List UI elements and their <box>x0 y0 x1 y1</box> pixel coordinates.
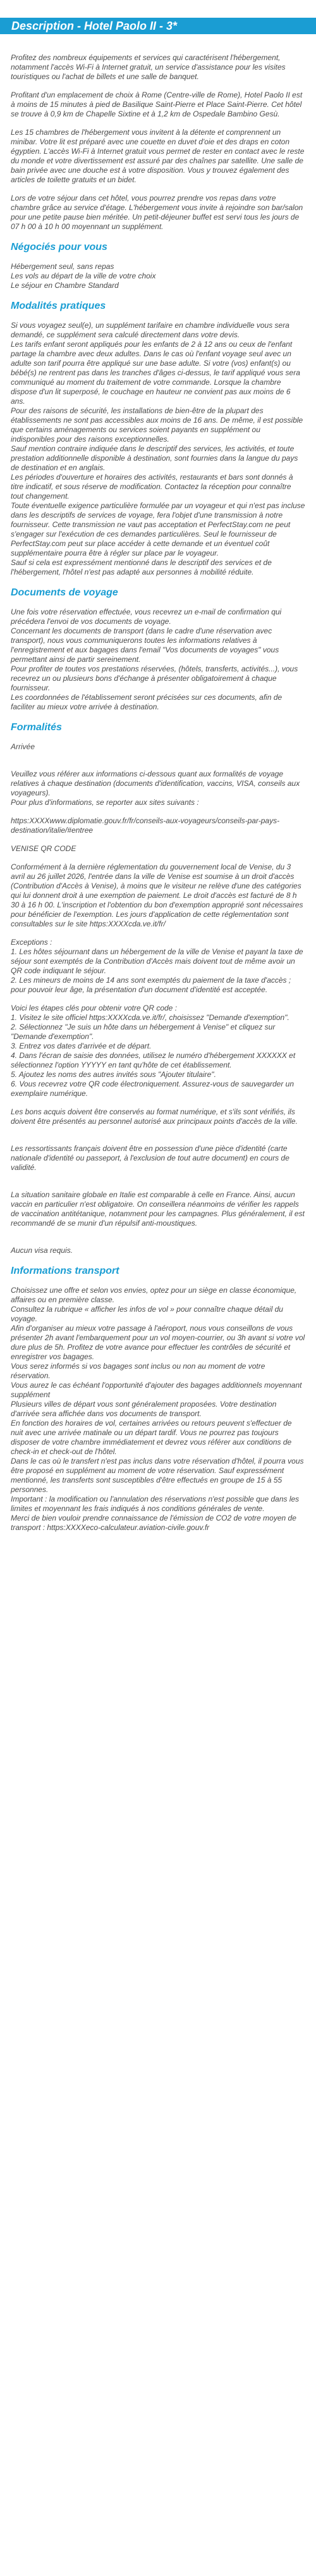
text-line: Sauf si cela est expressément mentionné dans le descriptif des services et de l'hébergement, l'hôtel n'est pas adapté aux personnes à mobilité réduite. <box>11 558 272 576</box>
text-line: Vous serez informés si vos bagages sont inclus ou non au moment de votre réservation. <box>11 1362 265 1380</box>
list-item: 2. Les mineurs de moins de 14 ans sont exemptés du paiement de la taxe d'accès ; pour pouvoir leur âge, la présentation d'un document d'identité est acceptée. <box>11 976 291 994</box>
steps-title: Voici les étapes clés pour obtenir votre QR code : <box>11 1004 178 1012</box>
closing-paragraph: Les bons acquis doivent être conservés au format numérique, et s'ils sont vérifiés, ils doivent être présentés au personnel autorisé aux principaux points d'accès de la ville. <box>11 1107 298 1126</box>
text-line: Choisissez une offre et selon vos envies, optez pour un siège en classe économique, affaires ou en première classe. <box>11 1286 297 1304</box>
spacer <box>11 1135 305 1144</box>
text-line: Vous aurez le cas échéant l'opportunité d'ajouter des bagages additionnels moyennant supplément <box>11 1381 302 1399</box>
text-line: Plusieurs villes de départ vous sont généralement proposées. Votre destination d'arrivée sera affichée dans vos documents de transport. <box>11 1400 277 1418</box>
modalites-section <box>11 301 305 577</box>
text-line: Important : la modification ou l'annulation des réservations n'est possible que dans les limites et moyennant les frais indiqués à nos conditions générales de vente. <box>11 1495 300 1513</box>
negocies-list <box>11 262 305 290</box>
qr-title: VENISE QR CODE <box>11 844 76 853</box>
text-line: Pour profiter de toutes vos prestations réservées, (hôtels, transferts, activités...), vous recevrez un ou plusieurs bons d'échange à présenter obligatoirement à chaque fournisseur. <box>11 664 298 692</box>
text-line: Pour plus d'informations, se reporter aux sites suivants : <box>11 798 199 807</box>
text-line: Une fois votre réservation effectuée, vous recevrez un e-mail de confirmation qui précédera l'envoi de vos documents de voyage. <box>11 607 282 626</box>
text-line: En fonction des horaires de vol, certaines arrivées ou retours peuvent s'effectuer de nuit avec une arrivée matinale ou un départ tardif. Vous ne pourrez pas toujours disposer de votre chambre immédiatement et devrez vous référer aux conditions de check-in et check-out de l'hôtel. <box>11 1419 292 1456</box>
spacer <box>11 1181 305 1190</box>
text-line: Les coordonnées de l'établissement seront précisées sur ces documents, afin de faciliter au mieux votre arrivée à destination. <box>11 693 283 711</box>
list-item: 6. Vous recevrez votre QR code électroniquement. Assurez-vous de sauvegarder un exemplaire numérique. <box>11 1080 295 1098</box>
text-line: Sauf mention contraire indiquée dans le descriptif des services, les activités, et toute prestation additionnelle disponible à destination, sont fournies dans la langue du pays de destination et en anglais. <box>11 444 298 472</box>
documents-section <box>11 587 305 712</box>
description-section <box>11 53 305 232</box>
page-title: Description - Hotel Paolo II - 3* <box>0 18 316 34</box>
closing-paragraph: Les ressortissants français doivent être en possession d'une pièce d'identité (carte nationale d'identité ou passeport, à l'exclusion de tout autre document) en cours de validité. <box>11 1144 289 1172</box>
steps-list <box>11 1004 305 1098</box>
list-item: 5. Ajoutez les noms des autres invités sous "Ajouter titulaire". <box>11 1070 216 1079</box>
negocies-section <box>11 242 305 290</box>
documents-heading: Documents de voyage <box>11 587 118 598</box>
text-line: Merci de bien vouloir prendre connaissance de l'émission de CO2 de votre moyen de transport : https:XXXXeco-calculateur.aviation-civile.gouv.fr <box>11 1514 296 1532</box>
list-item: 1. Les hôtes séjournant dans un hébergement de la ville de Venise et payant la taxe de séjour sont exemptés de la Contribution d'Accès mais doivent tout de même avoir un QR code indiquant le séjour. <box>11 947 303 975</box>
arrivee-label: Arrivée <box>11 742 35 751</box>
list-item: Hébergement seul, sans repas <box>11 262 114 271</box>
exceptions-list <box>11 938 305 995</box>
formalites-heading: Formalités <box>11 722 62 733</box>
text-line: Pour des raisons de sécurité, les installations de bien-être de la plupart des établissements ne sont pas accessibles aux moins de 16 ans. De même, il est possible que certains aménagements ou services soient payants en supplément ou indisponibles pour des raisons exceptionnelles. <box>11 406 303 444</box>
text-line: Veuillez vous référer aux informations ci-dessous quant aux formalités de voyage relatives à chaque destination (documents d'identification, vaccins, VISA, conseils aux voyageurs). <box>11 769 300 797</box>
closing-paragraph: La situation sanitaire globale en Italie est comparable à celle en France. Ainsi, aucun vaccin en particulier n'est obligatoire. On conseillera néanmoins de vérifier les rappels de vaccination antitétanique, notamment pour les campagnes. Plus généralement, il est recommandé de se munir d'un répulsif anti-moustiques. <box>11 1190 305 1228</box>
transport-text <box>11 1286 305 1533</box>
negocies-heading: Négociés pour vous <box>11 242 107 252</box>
text-line: Afin d'organiser au mieux votre passage à l'aéroport, nous vous conseillons de vous présenter 2h avant l'embarquement pour un vol moyen-courrier, ou 3h avant si votre vol dure plus de 5h. Profitez de votre avance pour effectuer les contrôles de sécurité et enregistrer vos bagages. <box>11 1324 305 1361</box>
text-line: Concernant les documents de transport (dans le cadre d'une réservation avec transport), nous vous communiquerons toutes les informations relatives à l'enregistrement et aux bagages dans l'email "Vos documents de voyages" vous permettant ainsi de partir sereinement. <box>11 626 279 664</box>
description-paragraph: Profitez des nombreux équipements et services qui caractérisent l'hébergement, notamment l'accès Wi-Fi à Internet gratuit, un service d'assistance pour les visites touristiques ou l'achat de billets et une salle de banquet. <box>11 53 286 81</box>
list-item: Le séjour en Chambre Standard <box>11 281 119 290</box>
text-line: Si vous voyagez seul(e), un supplément tarifaire en chambre individuelle vous sera demandé, ce supplément sera calculé directement dans votre devis. <box>11 321 289 339</box>
closing-paragraph: Aucun visa requis. <box>11 1246 73 1255</box>
description-paragraph: Les 15 chambres de l'hébergement vous invitent à la détente et comprennent un minibar. Votre lit est préparé avec une couette en duvet d'oie et des draps en coton égyptien. L'accès Wi-Fi à Internet gratuit vous permet de rester en contact avec le reste du monde et votre divertissement est assuré par des chaînes par satellite. Une salle de bain privée avec une douche est à votre disposition. Vous y trouvez également des articles de toilette gratuits et un bidet. <box>11 128 305 184</box>
description-paragraph: Lors de votre séjour dans cet hôtel, vous pourrez prendre vos repas dans votre chambre grâce au service d'étage. L'hébergement vous invite à rejoindre son bar/salon pour une petite pause bien méritée. Un petit-déjeuner buffet est servi tous les jours de 07 h 00 à 10 h 00 moyennant un supplément. <box>11 194 303 231</box>
transport-heading: Informations transport <box>11 1266 119 1276</box>
text-line: Dans le cas où le transfert n'est pas inclus dans votre réservation d'hôtel, il pourra vous être proposé en supplément au moment de votre réservation. Sauf expressément mentionné, les transferts sont susceptibles d'être effectués en groupe de 15 à 55 personnes. <box>11 1457 304 1494</box>
diplomatie-link[interactable]: https:XXXXwww.diplomatie.gouv.fr/fr/conseils-aux-voyageurs/conseils-par-pays-destination/italie/#entree <box>11 816 280 835</box>
list-item: Les vols au départ de la ville de votre choix <box>11 271 156 280</box>
list-item: 2. Sélectionnez "Je suis un hôte dans un hébergement à Venise" et cliquez sur "Demande d'exemption". <box>11 1023 276 1041</box>
qr-text: Conformément à la dernière réglementation du gouvernement local de Venise, du 3 avril au 26 juillet 2026, l'entrée dans la ville de Venise est soumise à un droit d'accès (Contribution d'Accès à Venise), à moins que le visiteur ne relève d'une des catégories qui lui donnent droit à une exemption de paiement. Le droit d'accès est facturé de 8 h 30 à 16 h 00. L'inscription et l'obtention du bon d'exemption approprié sont nécessaires pour bénéficier de l'exemption. Les jours d'application de cette réglementation sont consultables sur le site https:XXXXcda.ve.it/fr/ <box>11 862 303 928</box>
list-item: 4. Dans l'écran de saisie des données, utilisez le numéro d'hébergement XXXXXX et sélectionnez l'option YYYYY en tant qu'hôte de cet établissement. <box>11 1051 296 1069</box>
spacer <box>11 1237 305 1246</box>
formalites-intro <box>11 769 305 807</box>
spacer <box>11 1098 305 1107</box>
description-paragraph: Profitant d'un emplacement de choix à Rome (Centre-ville de Rome), Hotel Paolo II est à moins de 15 minutes à pied de Basilique Saint-Pierre et Place Saint-Pierre. Cet hôtel se trouve à 0,9 km de Chapelle Sixtine et à 1,2 km de Ospedale Bambino Gesù. <box>11 90 303 118</box>
list-item: 1. Visitez le site officiel https:XXXXcda.ve.it/fr/, choisissez "Demande d'exemption". <box>11 1013 289 1022</box>
content <box>0 53 316 1533</box>
documents-text <box>11 607 305 712</box>
modalites-heading: Modalités pratiques <box>11 301 106 311</box>
transport-section <box>11 1266 305 1533</box>
spacer <box>11 761 305 769</box>
text-line: Les tarifs enfant seront appliqués pour les enfants de 2 à 12 ans ou ceux de l'enfant partage la chambre avec deux adultes. Dans le cas où l'enfant voyage seul avec un adulte son tarif pourra être appliqué sur une base adulte. Si votre (vos) enfant(s) ou bébé(s) ne rentrent pas dans les tranches d'âges ci-dessus, le tarif appliqué vous sera communiqué au moment du traitement de votre commande. Lorsque la chambre dispose d'un lit superposé, le couchage en hauteur ne convient pas aux moins de 6 ans. <box>11 340 300 406</box>
modalites-text <box>11 321 305 577</box>
text-line: Consultez la rubrique « afficher les infos de vol » pour connaître chaque détail du voyage. <box>11 1305 283 1323</box>
exceptions-title: Exceptions : <box>11 938 52 947</box>
formalites-section <box>11 722 305 1255</box>
list-item: 3. Entrez vos dates d'arrivée et de départ. <box>11 1042 152 1050</box>
text-line: Les périodes d'ouverture et horaires des activités, restaurants et bars sont donnés à titre indicatif, et sous réserve de modification. Contactez la réception pour connaître tout changement. <box>11 473 293 501</box>
text-line: Toute éventuelle exigence particulière formulée par un voyageur et qui n'est pas incluse dans les descriptifs de services de voyage, fera l'objet d'une transmission à notre fournisseur. Cette transmission ne vaut pas acceptation et PerfectStay.com ne peut s'engager sur l'exécution de ces demandes particulières. Seul le fournisseur de PerfectStay.com peut sur place accéder à cette demande et un éventuel coût supplémentaire pourra être à régler sur place par le voyageur. <box>11 501 305 557</box>
spacer <box>11 807 305 816</box>
spacer <box>11 995 305 1004</box>
